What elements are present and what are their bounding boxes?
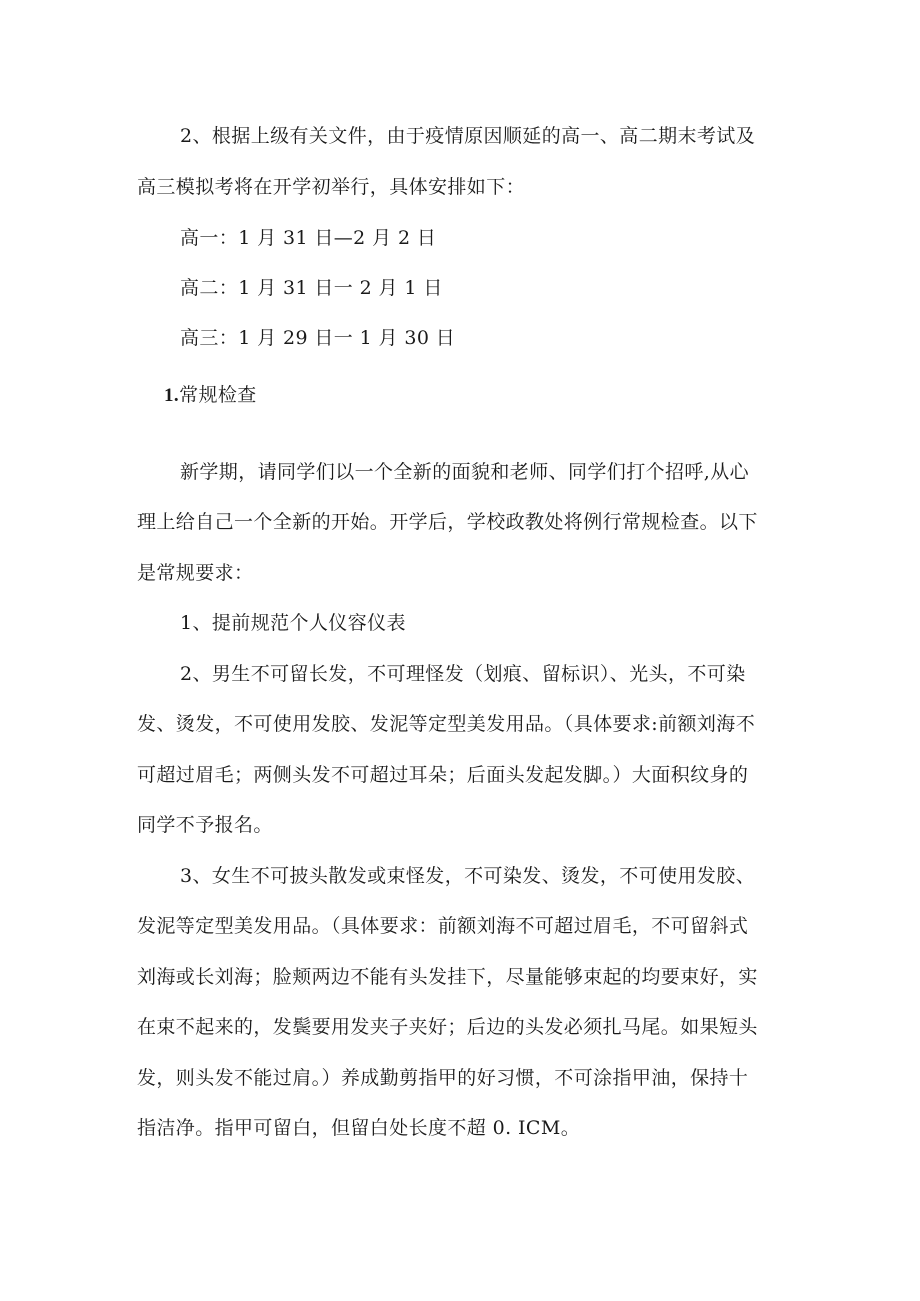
section-heading-number: 1.	[164, 385, 180, 406]
schedule-grade-1: 高一：1 月 31 日—2 月 2 日	[180, 227, 437, 249]
rule-2-line-4: 同学不予报名。	[137, 814, 273, 836]
rule-3-line-4: 在束不起来的，发鬓要用发夹子夹好；后边的头发必须扎马尾。如果短头	[137, 1016, 758, 1038]
rule-2-line-2: 发、烫发，不可使用发胶、发泥等定型美发用品。（具体要求:前额刘海不	[137, 713, 756, 735]
rule-3-line-5: 发，则头发不能过肩。）养成勤剪指甲的好习惯，不可涂指甲油，保持十	[137, 1067, 749, 1089]
rule-1-line-1: 1、提前规范个人仪容仪表	[180, 612, 406, 634]
rule-3-line-2: 发泥等定型美发用品。（具体要求：前额刘海不可超过眉毛，不可留斜式	[137, 915, 749, 937]
intro-line-3: 是常规要求：	[137, 562, 254, 584]
rule-3-line-3: 刘海或长刘海；脸颊两边不能有头发挂下，尽量能够束起的均要束好，实	[137, 966, 758, 988]
rule-2-line-1: 2、男生不可留长发，不可理怪发（划痕、留标识）、光头，不可染	[180, 663, 746, 685]
exam-notice-line-1: 2、根据上级有关文件，由于疫情原因顺延的高一、高二期末考试及	[180, 125, 756, 147]
exam-notice-line-2: 高三模拟考将在开学初举行，具体安排如下：	[137, 176, 526, 198]
rule-3-line-1: 3、女生不可披头散发或束怪发，不可染发、烫发，不可使用发胶、	[180, 865, 756, 887]
rule-3-line-6: 指洁净。指甲可留白，但留白处长度不超 0. ICM。	[137, 1117, 581, 1139]
schedule-grade-2: 高二：1 月 31 日一 2 月 1 日	[180, 277, 443, 299]
schedule-grade-3: 高三：1 月 29 日一 1 月 30 日	[180, 327, 456, 349]
rule-2-line-3: 可超过眉毛；两侧头发不可超过耳朵；后面头发起发脚。）大面积纹身的	[137, 764, 749, 786]
section-heading-title: 常规检查	[179, 384, 257, 406]
section-heading	[164, 383, 257, 408]
intro-line-1: 新学期，请同学们以一个全新的面貌和老师、同学们打个招呼,从心	[180, 461, 750, 483]
intro-line-2: 理上给自己一个全新的开始。开学后，学校政教处将例行常规检查。以下	[137, 511, 758, 533]
